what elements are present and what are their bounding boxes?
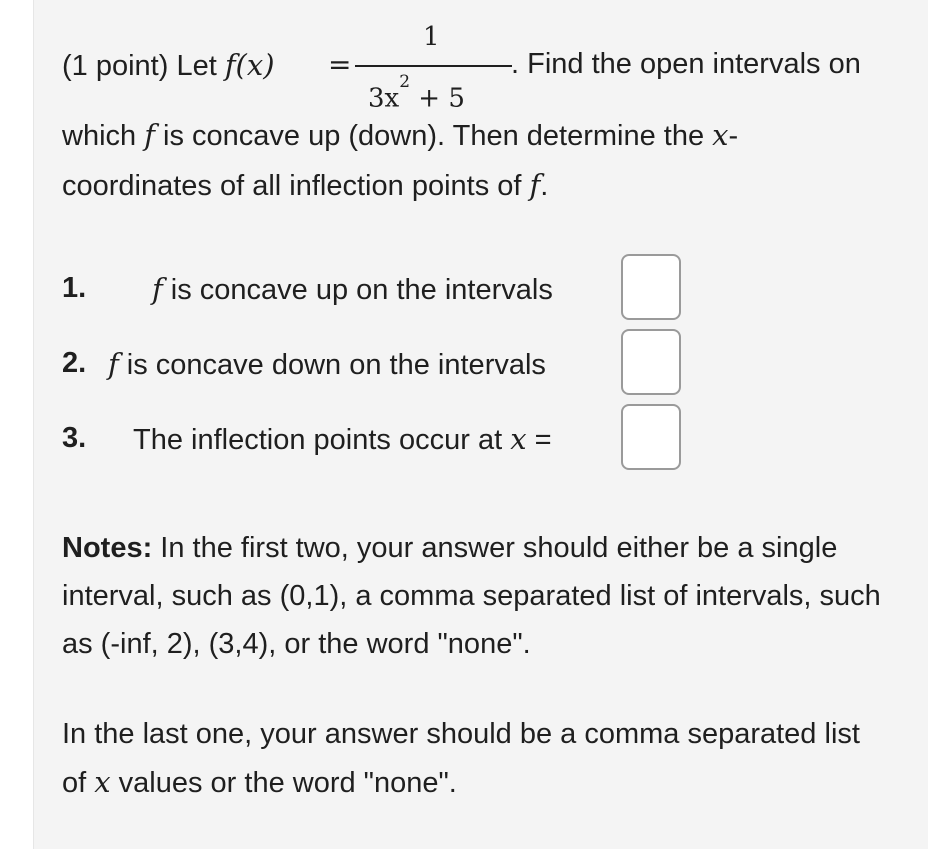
question-3-label: The inflection points occur at <box>133 424 511 456</box>
intro-line-2 <box>62 118 738 153</box>
intro-line-1 <box>62 48 275 83</box>
notes-text-2b: values or the word "none". <box>110 767 457 799</box>
concave-down-input[interactable] <box>621 329 681 395</box>
notes-text-2a: In the last one, your answer should be a comma separated list of <box>62 718 860 799</box>
intro-suffix: . Find the open intervals on <box>511 48 861 80</box>
question-3-text <box>133 422 552 457</box>
intro-line-3 <box>62 168 548 203</box>
function-f: f <box>529 168 541 202</box>
question-number-1: 1. <box>62 272 87 304</box>
question-2-text <box>108 347 546 382</box>
fraction-bar <box>355 65 512 67</box>
inflection-points-input[interactable] <box>621 404 681 470</box>
intro-line-3-a: coordinates of all inflection points of <box>62 170 530 202</box>
notes-text-1: In the first two, your answer should either be a single interval, such as (0,1), a comma separated list of intervals, such as (-inf, 2), (3,4), or the word "none". <box>62 532 881 660</box>
equals-sign: = <box>526 424 552 456</box>
question-2-label: is concave down on the intervals <box>118 349 546 381</box>
intro-line-2-b: is concave up (down). Then determine the <box>154 120 713 152</box>
intro-prefix: (1 point) Let <box>62 50 225 82</box>
intro-line-2-c: - <box>728 120 739 152</box>
function-f: f <box>152 272 163 306</box>
notes-paragraph-2 <box>62 710 892 807</box>
notes-paragraph-1 <box>62 524 892 668</box>
denominator-term: 3x <box>368 83 400 114</box>
concave-up-input[interactable] <box>621 254 681 320</box>
question-number-3: 3. <box>62 422 87 454</box>
function-f: f <box>108 347 119 381</box>
notes-label: Notes: <box>62 532 153 564</box>
question-number-2: 2. <box>62 347 87 379</box>
variable-x: x <box>712 118 729 152</box>
fraction-denominator <box>368 72 465 114</box>
variable-x: x <box>94 765 111 799</box>
intro-line-3-b: . <box>540 170 549 202</box>
fraction-numerator: 1 <box>423 22 440 52</box>
function-f: f <box>144 118 155 152</box>
function-name: f(x) <box>224 48 275 82</box>
denominator-exponent: 2 <box>399 72 411 92</box>
variable-x: x <box>510 422 527 456</box>
intro-line-2-a: which <box>62 120 145 152</box>
denominator-constant: + 5 <box>410 83 465 114</box>
question-1-label: is concave up on the intervals <box>162 274 553 306</box>
equals-sign: = <box>328 48 352 81</box>
question-1-text <box>152 272 553 307</box>
